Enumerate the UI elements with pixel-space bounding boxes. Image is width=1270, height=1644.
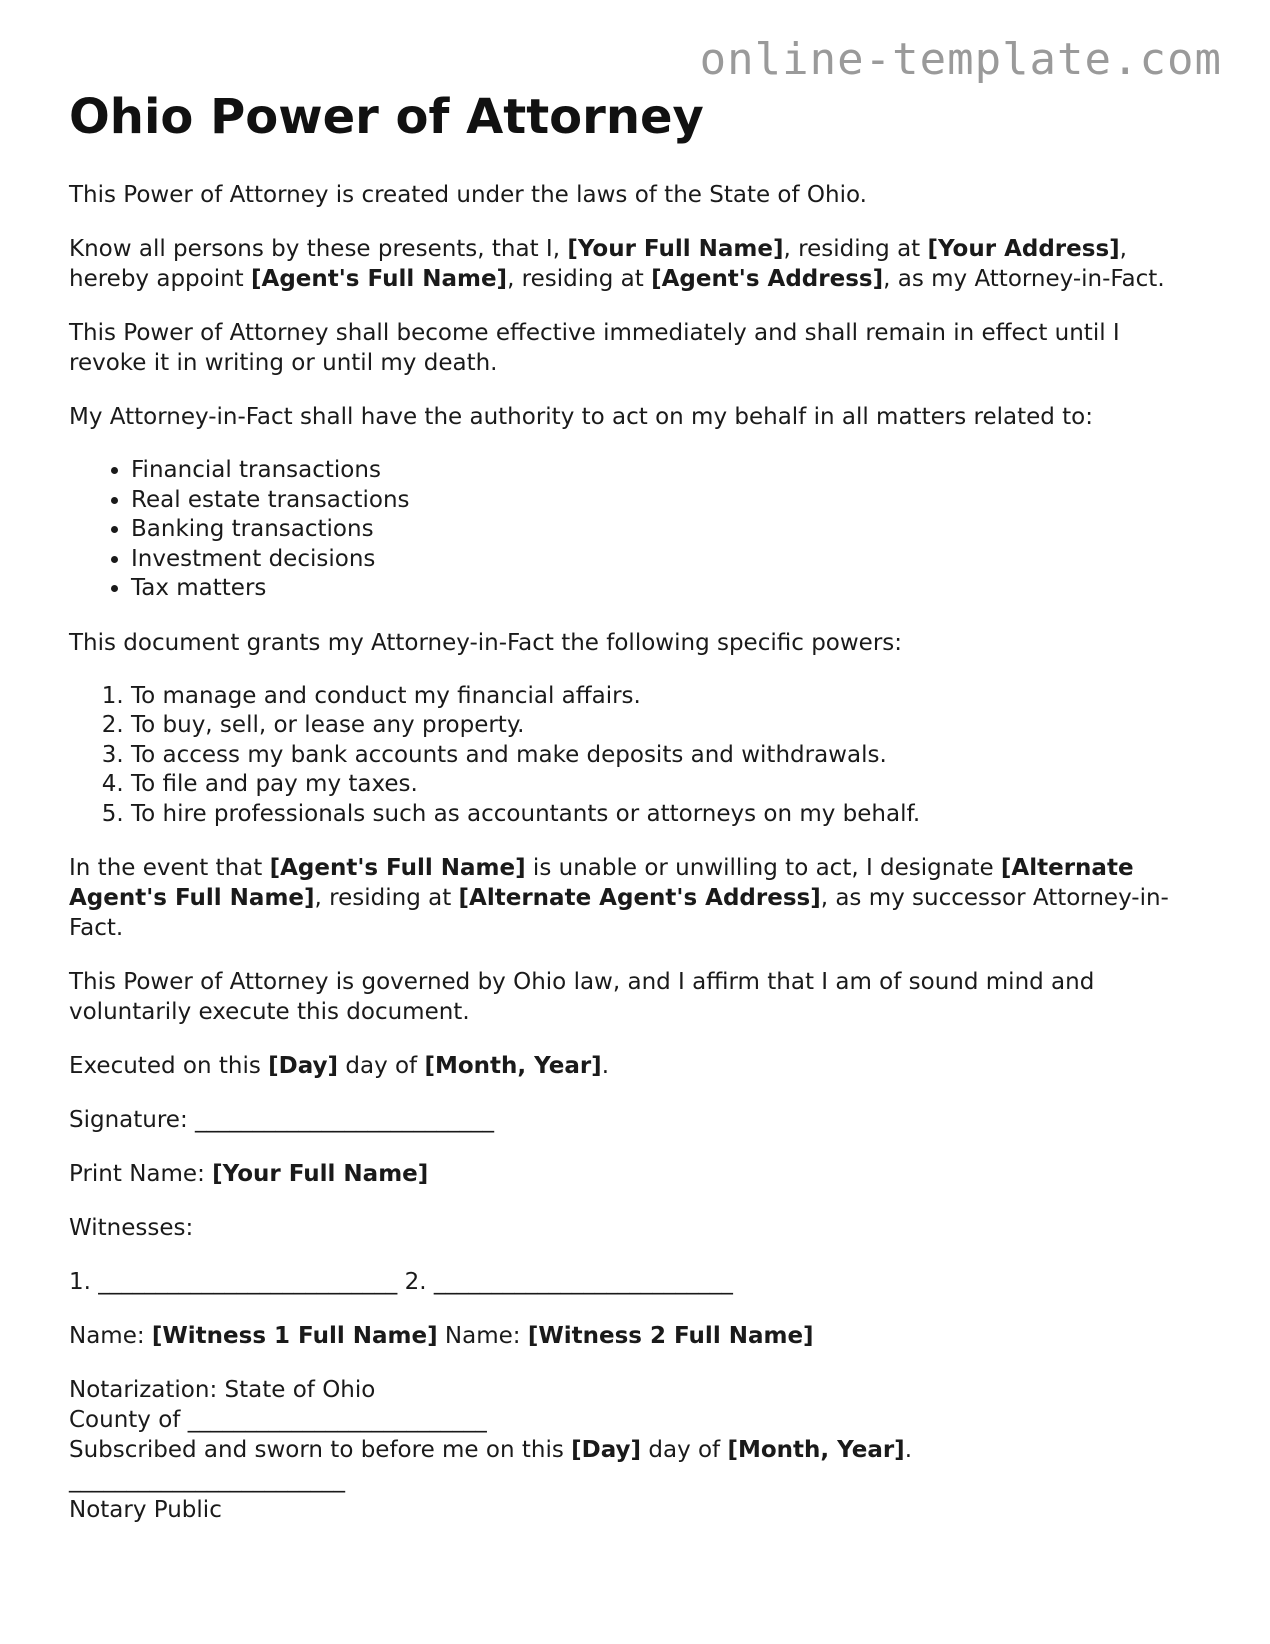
witness-2-blank: __________________________ xyxy=(433,1269,733,1295)
alternate-agent-name-placeholder: [Alternate Agent's Full Name] xyxy=(69,855,1134,911)
month-year-placeholder: [Month, Year] xyxy=(727,1437,905,1463)
witness-2-number: 2. xyxy=(397,1269,434,1295)
list-item: • Real estate transactions xyxy=(131,486,1204,516)
agent-address-placeholder: [Agent's Address] xyxy=(651,266,884,292)
appointment-text-2: , residing at xyxy=(783,236,928,262)
alternate-agent-address-placeholder: [Alternate Agent's Address] xyxy=(458,885,821,911)
print-name-label: Print Name: xyxy=(69,1161,213,1187)
document-page xyxy=(69,88,1204,1525)
your-full-name-placeholder: [Your Full Name] xyxy=(567,236,784,262)
day-placeholder: [Day] xyxy=(571,1437,642,1463)
successor-text-4: , as my successor Attorney-in-Fact. xyxy=(69,885,1169,941)
county-label: County of xyxy=(69,1407,188,1433)
print-name-line xyxy=(69,1159,1204,1189)
executed-paragraph xyxy=(69,1051,1204,1081)
authority-intro: My Attorney-in-Fact shall have the authority to act on my behalf in all matters related to: xyxy=(69,404,1093,430)
witness-2-name-placeholder: [Witness 2 Full Name] xyxy=(527,1323,814,1349)
governed-paragraph: This Power of Attorney is governed by Ohio law, and I affirm that I am of sound mind and voluntarily execute this document. xyxy=(69,969,1095,1025)
notarization-block xyxy=(69,1375,1204,1525)
executed-text-3: . xyxy=(601,1053,610,1079)
notary-county-line xyxy=(69,1405,1204,1435)
appointment-text-1: Know all persons by these presents, that I, xyxy=(69,236,568,262)
list-item: • Financial transactions xyxy=(131,456,1204,486)
effective-paragraph: This Power of Attorney shall become effective immediately and shall remain in effect until I revoke it in writing or until my death. xyxy=(69,320,1120,376)
list-item: • Tax matters xyxy=(131,574,1204,604)
watermark-text: online-template.com xyxy=(699,34,1222,85)
document-title: Ohio Power of Attorney xyxy=(69,89,704,145)
executed-text-2: day of xyxy=(338,1053,425,1079)
appointment-text-5: , as my Attorney-in-Fact. xyxy=(883,266,1165,292)
appointment-text-3: , hereby appoint xyxy=(69,236,1127,292)
list-item: • Investment decisions xyxy=(131,545,1204,575)
witness-names-line xyxy=(69,1321,1204,1351)
powers-intro: This document grants my Attorney-in-Fact the following specific powers: xyxy=(69,629,903,656)
list-item: 2. To buy, sell, or lease any property. xyxy=(131,711,1204,741)
month-year-placeholder: [Month, Year] xyxy=(424,1053,602,1079)
witness-1-number: 1. xyxy=(69,1269,99,1295)
agent-full-name-placeholder: [Agent's Full Name] xyxy=(251,266,508,292)
day-placeholder: [Day] xyxy=(268,1053,339,1079)
appointment-paragraph xyxy=(69,234,1204,294)
county-blank: __________________________ xyxy=(187,1407,487,1433)
signature-label: Signature: xyxy=(69,1107,196,1133)
print-name-placeholder: [Your Full Name] xyxy=(212,1161,429,1187)
sworn-text-1: Subscribed and sworn to before me on this xyxy=(69,1437,572,1463)
witness-1-name-placeholder: [Witness 1 Full Name] xyxy=(151,1323,438,1349)
sworn-text-3: . xyxy=(904,1437,913,1463)
successor-paragraph xyxy=(69,853,1204,943)
powers-list xyxy=(69,682,1204,830)
agent-full-name-placeholder: [Agent's Full Name] xyxy=(269,855,526,881)
witness-signature-lines xyxy=(69,1267,1204,1297)
signature-line xyxy=(69,1105,1204,1135)
list-item: 1. To manage and conduct my financial affairs. xyxy=(131,682,1204,712)
notary-state: Notarization: State of Ohio xyxy=(69,1377,376,1403)
successor-text-1: In the event that xyxy=(69,855,270,881)
witness-1-blank: __________________________ xyxy=(98,1269,398,1295)
notary-signature-blank: ________________________ xyxy=(69,1467,345,1493)
your-address-placeholder: [Your Address] xyxy=(927,236,1120,262)
notary-public-label: Notary Public xyxy=(69,1497,222,1523)
witness-2-name-label: Name: xyxy=(437,1323,528,1349)
witness-1-name-label: Name: xyxy=(69,1323,152,1349)
notary-sworn-line xyxy=(69,1435,1204,1465)
witnesses-label: Witnesses: xyxy=(69,1215,194,1241)
list-item: 4. To file and pay my taxes. xyxy=(131,770,1204,800)
successor-text-2: is unable or unwilling to act, I designate xyxy=(525,855,1001,881)
list-item: 3. To access my bank accounts and make deposits and withdrawals. xyxy=(131,741,1204,771)
authority-list xyxy=(69,456,1204,604)
appointment-text-4: , residing at xyxy=(507,266,652,292)
list-item: 5. To hire professionals such as accountants or attorneys on my behalf. xyxy=(131,800,1204,830)
signature-blank: __________________________ xyxy=(195,1107,495,1133)
executed-text-1: Executed on this xyxy=(69,1053,269,1079)
successor-text-3: , residing at xyxy=(314,885,459,911)
sworn-text-2: day of xyxy=(641,1437,728,1463)
intro-paragraph: This Power of Attorney is created under the laws of the State of Ohio. xyxy=(69,182,867,208)
list-item: • Banking transactions xyxy=(131,515,1204,545)
